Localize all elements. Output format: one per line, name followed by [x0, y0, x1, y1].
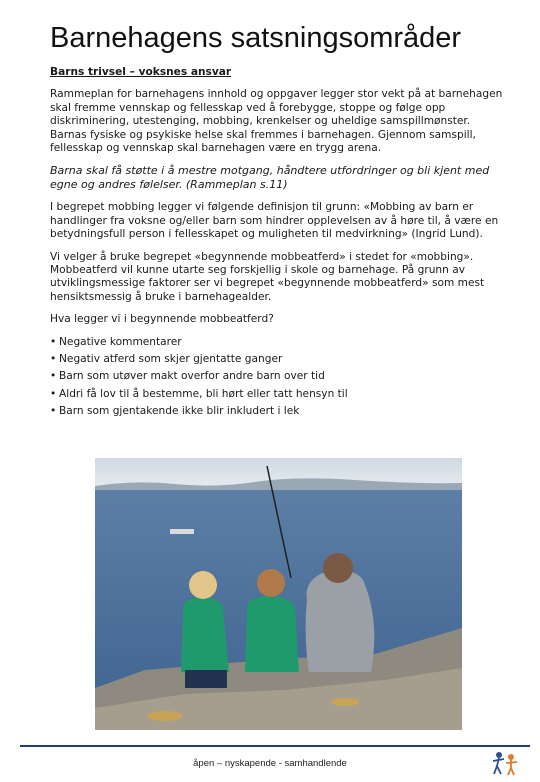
- list-item: • Barn som gjentakende ikke blir inkludert i lek: [50, 405, 510, 418]
- list-item: • Negativ atferd som skjer gjentatte ganger: [50, 353, 510, 366]
- children-fishing-photo: [95, 458, 462, 730]
- list-question: Hva legger vi i begynnende mobbeatferd?: [50, 313, 274, 326]
- list-item: • Negative kommentarer: [50, 336, 510, 349]
- intro-paragraph: Rammeplan for barnehagens innhold og oppgaver legger stor vekt på at barnehagen skal fremme vennskap og fellesskap ved å forebygge, stoppe og følge opp diskriminering, utestenging, mobbing, krenkelser og uheldige samspillmønster. Barnas fysiske og psykiske helse skal fremmes i barnehagen. Gjennom samspill, fellesskap og vennskap skal barnehagen være en trygg arena.: [50, 88, 503, 155]
- playing-children-logo: [490, 750, 520, 778]
- terminology-paragraph: Vi velger å bruke begrepet «begynnende mobbeatferd» i stedet for «mobbing». Mobbeatferd vil kunne utarte seg forskjellig i skole og barnehage. På grunn av utviklingsmessige faktorer ser vi begrepet «begynnende mobbeatferd» som mest hensiktsmessig å bruke i barnehagealder.: [50, 250, 485, 303]
- footer-slogan: åpen – nyskapende - samhandlende: [193, 758, 347, 769]
- definition-paragraph: I begrepet mobbing legger vi følgende definisjon til grunn: «Mobbing av barn er handlinger fra voksne og/eller barn som hindrer opplevelsen av å høre til, å være en betydningsfull person i fellesskapet og muligheten til medvirkning» (Ingrid Lund).: [50, 201, 499, 241]
- section-heading: Barns trivsel – voksnes ansvar: [50, 66, 232, 78]
- main-content: [50, 66, 510, 422]
- page-title: Barnehagens satsningsområder: [50, 22, 462, 54]
- list-item: • Aldri få lov til å bestemme, bli hørt eller tatt hensyn til: [50, 388, 510, 401]
- behaviour-list: [50, 336, 510, 419]
- rammeplan-quote: Barna skal få støtte i å mestre motgang, håndtere utfordringer og bli kjent med egne og andres følelser. (Rammeplan s.11): [50, 164, 490, 192]
- list-item: • Barn som utøver makt overfor andre barn over tid: [50, 370, 510, 383]
- footer-divider: [20, 745, 530, 747]
